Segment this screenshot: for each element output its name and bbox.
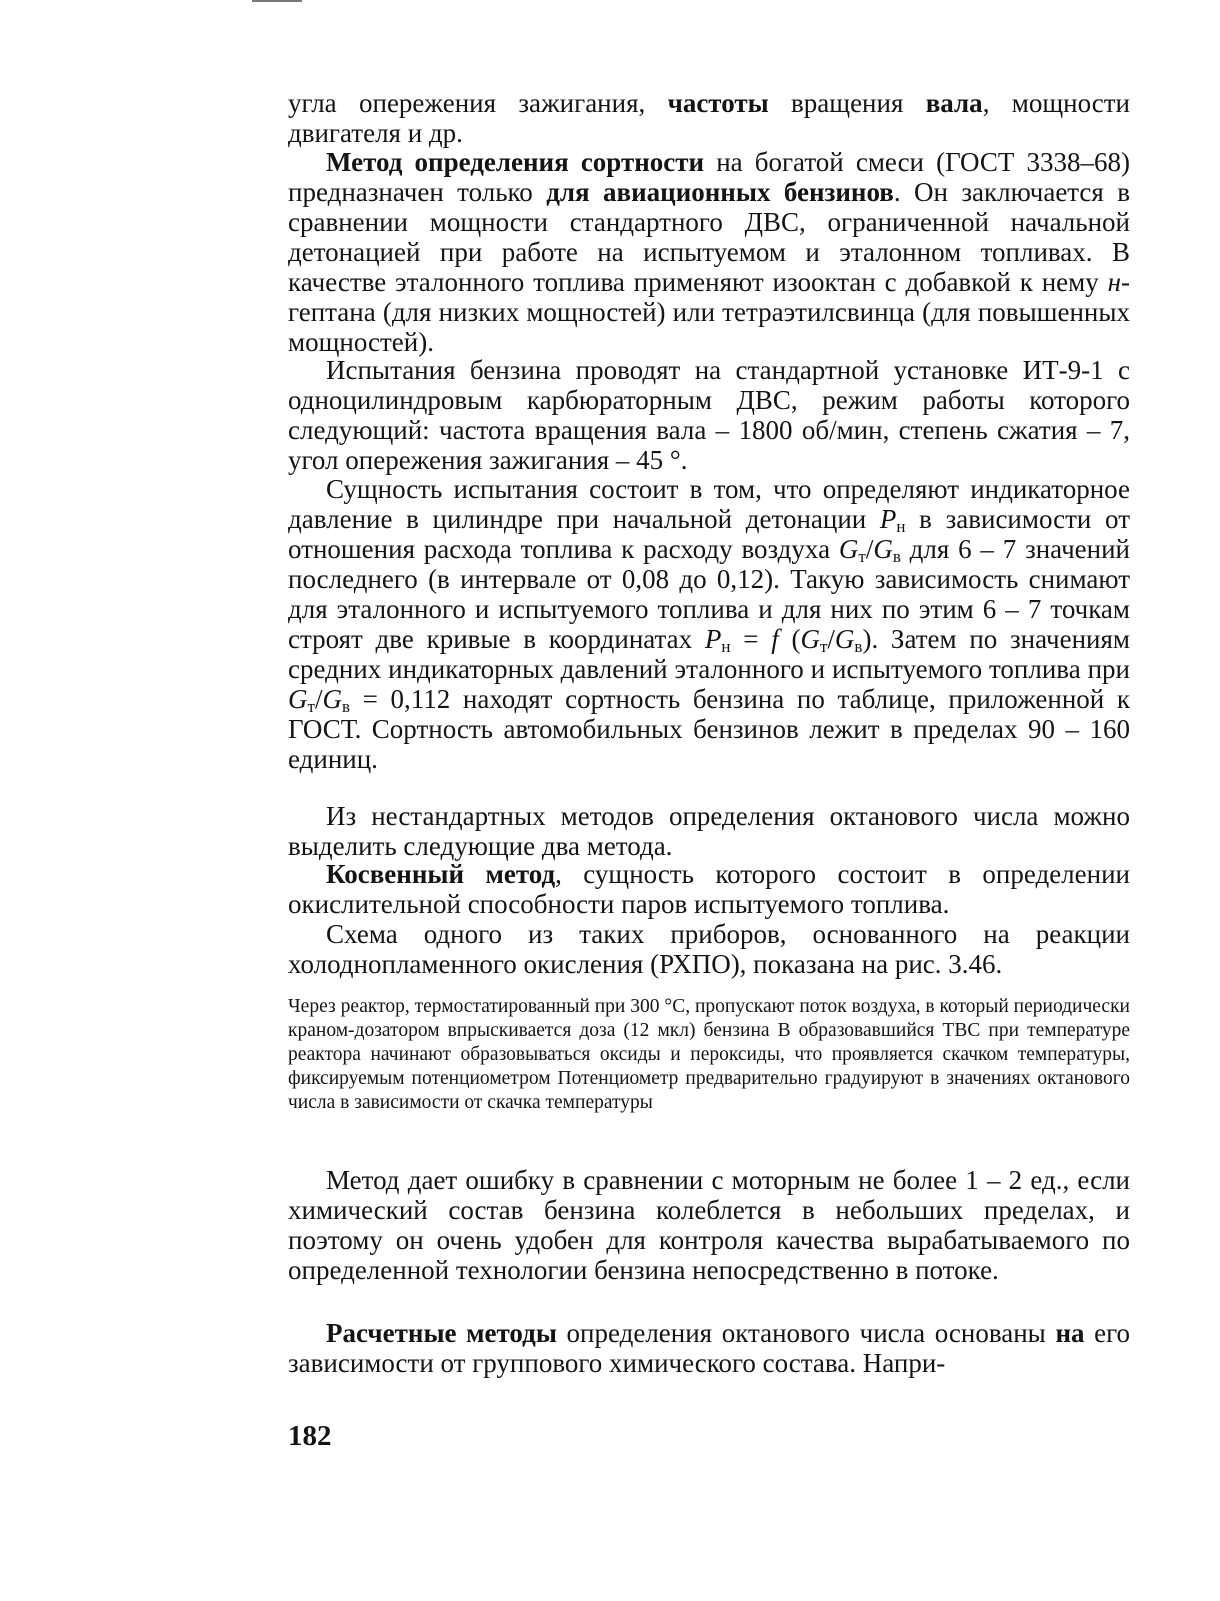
symbol-g: G [838, 534, 859, 564]
symbol-g: G [834, 624, 855, 654]
bold-term: для авиационных бензинов [546, 177, 894, 207]
header-rule [252, 0, 302, 5]
text-run: в зависимости от отношения расхода топлива к расходу воздуха [288, 504, 1130, 564]
italic-term: н [1107, 267, 1121, 297]
symbol-g: G [800, 624, 820, 654]
text-run: -гептана (для низких мощностей) или тетраэтилсвинца (для повышенных мощностей). [288, 267, 1130, 357]
bold-term: Косвенный метод [326, 859, 556, 889]
slash: / [314, 684, 323, 714]
symbol-g: G [873, 534, 893, 564]
text-run: . Затем по значениям средних индикаторных давлений эталонного и испытуемого топлива при [288, 624, 1130, 684]
paragraph-6 [288, 859, 1130, 919]
text-run: угла опережения зажигания, [288, 88, 668, 118]
page-number: 182 [288, 1420, 332, 1452]
bold-term: Метод определения сортности [326, 147, 705, 177]
subscript: в [341, 697, 350, 716]
paragraph-1 [288, 88, 1130, 148]
slash: / [865, 534, 874, 564]
bold-term: Расчетные методы [326, 1318, 557, 1348]
text-run: на богатой смеси (ГОСТ 3338–68) предназначен только [288, 147, 1130, 207]
text-run: , сущность которого состоит в определении окислительной способности паров испытуемого топлива. [288, 859, 1130, 919]
bold-term: частоты [667, 88, 769, 118]
subscript: т [307, 697, 315, 716]
text-run: его зависимости от группового химического состава. Напри- [288, 1318, 1131, 1378]
text-run: . Он заключается в сравнении мощности стандартного ДВС, ограниченной начальной детонацией при работе на испытуемом и эталонном топливах. В качестве эталонного топлива применяют изооктан с добавкой к нему [288, 177, 1130, 297]
text-run: Сущность испытания состоит в том, что определяют индикаторное давление в цилиндре при начальной детонации [288, 474, 1130, 534]
slash: / [827, 624, 835, 654]
subscript: т [858, 547, 866, 566]
paragraph-9 [288, 1318, 1130, 1378]
bold-term: на [1055, 1318, 1085, 1348]
paren: ( [778, 624, 801, 654]
paragraph-4 [288, 474, 1130, 774]
text-run: для 6 – 7 значений последнего (в интервале от 0,08 до 0,12). Такую зависимость снимают для эталонного и испытуемого топлива и для них по этим 6 – 7 точкам строят две кривые в координатах [288, 534, 1130, 654]
subscript: н [896, 517, 906, 536]
subscript: в [892, 547, 901, 566]
text-run: = 0,112 находят сортность бензина по таблице, приложенной к ГОСТ. Сортность автомобильных бензинов лежит в пределах 90 – 160 единиц. [288, 684, 1130, 774]
paragraph-2 [288, 147, 1130, 357]
symbol-p: P [704, 624, 722, 654]
paragraph-8: Метод дает ошибку в сравнении с моторным не более 1 – 2 ед., если химический состав бензина колеблется в небольших пределах, и поэтому он очень удобен для контроля качества вырабатываемого по определенной технологии бензина непосредственно в потоке. [288, 1165, 1130, 1285]
subscript: н [721, 637, 731, 656]
text-run: вращения [768, 88, 926, 118]
symbol-g: G [288, 684, 308, 714]
text-run: определения октанового числа основаны [556, 1318, 1056, 1348]
symbol-p: P [879, 504, 897, 534]
symbol-f: f [771, 624, 779, 654]
figure-note: Через реактор, термостатированный при 300 °С, пропускают поток воздуха, в который периодически краном-дозатором впрыскивается доза (12 мкл) бензина В образовавшийся ТВС при температуре реактора начинают образовываться оксиды и пероксиды, что проявляется скачком температуры, фиксируемым потенциометром Потенциометр предварительно градуируют в значениях октанового числа в зависимости от скачка температуры [288, 996, 1130, 1113]
bold-term: вала [925, 88, 983, 118]
paragraph-7: Схема одного из таких приборов, основанного на реакции холоднопламенного окисления (РХПО), показана на рис. 3.46. [288, 919, 1130, 979]
equals: = [730, 624, 772, 654]
paren: ) [862, 624, 872, 654]
subscript: в [854, 637, 863, 656]
paragraph-5: Из нестандартных методов определения октанового числа можно выделить следующие два метода. [288, 801, 1130, 861]
paragraph-3: Испытания бензина проводят на стандартной установке ИТ-9-1 с одноцилиндровым карбюраторным ДВС, режим работы которого следующий: частота вращения вала – 1800 об/мин, степень сжатия – 7, угол опережения зажигания – 45 °. [288, 355, 1130, 475]
symbol-g: G [322, 684, 342, 714]
text-run: , мощности двигателя и др. [288, 88, 1131, 148]
subscript: т [819, 637, 828, 656]
